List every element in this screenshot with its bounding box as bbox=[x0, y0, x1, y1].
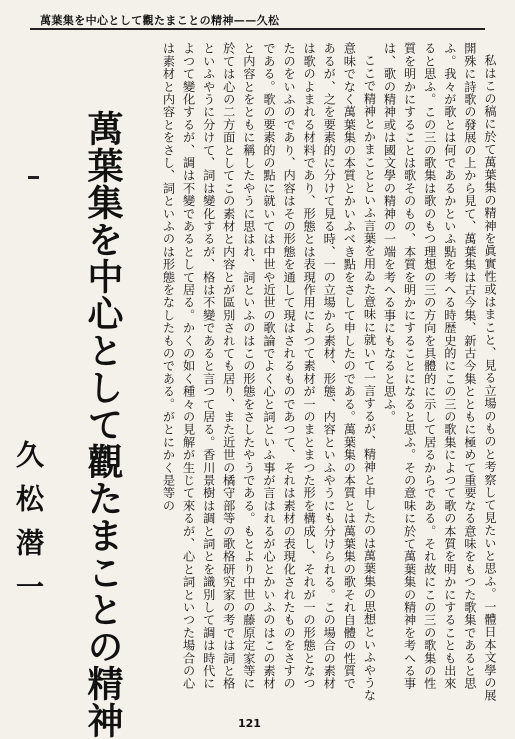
title-dash-mark bbox=[28, 176, 39, 179]
paragraph-1: 私はこの稿に於て萬葉集の精神を眞實性或はまこと、見る立場のものと考察して見たいと思ふ。一體日本文學の展開殊に詩歌の發展の上から見て、萬葉集は古今集、新古今集とともに極めて重要なる意味をもつた歌集であると思ふ。我々が歌とは何であるかといふ點を考へる時歴史的にこの三の歌集によつて歌の本質を明かにすることも出來ると思ふ。この三の歌集は歌のもつ理想の三の方向を具體的に示して居るからである。それ故にこの三の歌集の性質を明かにすることは歌そのもの、本質を明かにすることになると思ふ。その意味に於て萬葉集の精神を考へる事は、歌の精神或は國文學の精神の一端を考へる事にもなると思ふ。 bbox=[382, 42, 497, 702]
header-rule bbox=[30, 28, 485, 30]
author-name: 久松潜一 bbox=[12, 440, 45, 616]
page-number: 121 bbox=[238, 717, 261, 730]
paragraph-2: ここで精神とかまことといふ言葉を用ゐた意味に就いて一言するが、精神と申したのは萬葉集の思想といふやうな意味でなく萬葉集の本質とかいふべき點をさして申したのである。萬葉集の本質とは萬葉集の歌それ自體の性質であるが、之を要素的に分けて見る時、一の立場から素材、形態、内容といふやうにも分けられる。この場合の素材は歌のよまれる材料であり、形態とは表現作用によつて素材が一のまとまつた形を構成し、それが一の形態となつたのをいふのであり、内容はその形態を通して現はされるものであつて、それは素材の表現化されたものをさすのである。歌の要素的の點に就いては中世や近世の歌論でよく心と詞といふ事が言はれるが心とかいふのはこの素材と内容とをともに稱したやうに思はれ、詞といふのはこの形態をさしたやうである。もとより中世の藤原定家等に於ては心の二方面としてこの素材と内容とが區別されても居り、また近世の橘守部等の歌格研究家の考では詞と格といふやうに分けて、詞は變化するが、格は不變であると言つて居る。香川景樹は調と詞とを識別して調は時代によつて變化するが、調は不變であるとして居る。かくの如く種々の見解が生じて來るが、心と詞といつた場合の心は素材と内容とをさし、詞といふのは形態をなしたものである。がとにかく是等の bbox=[161, 42, 377, 702]
article-title: 萬葉集を中心として觀たまことの精神 bbox=[82, 110, 124, 739]
running-header: 萬葉集を中心として觀たまことの精神——久松 bbox=[40, 14, 280, 27]
body-text bbox=[160, 42, 500, 702]
